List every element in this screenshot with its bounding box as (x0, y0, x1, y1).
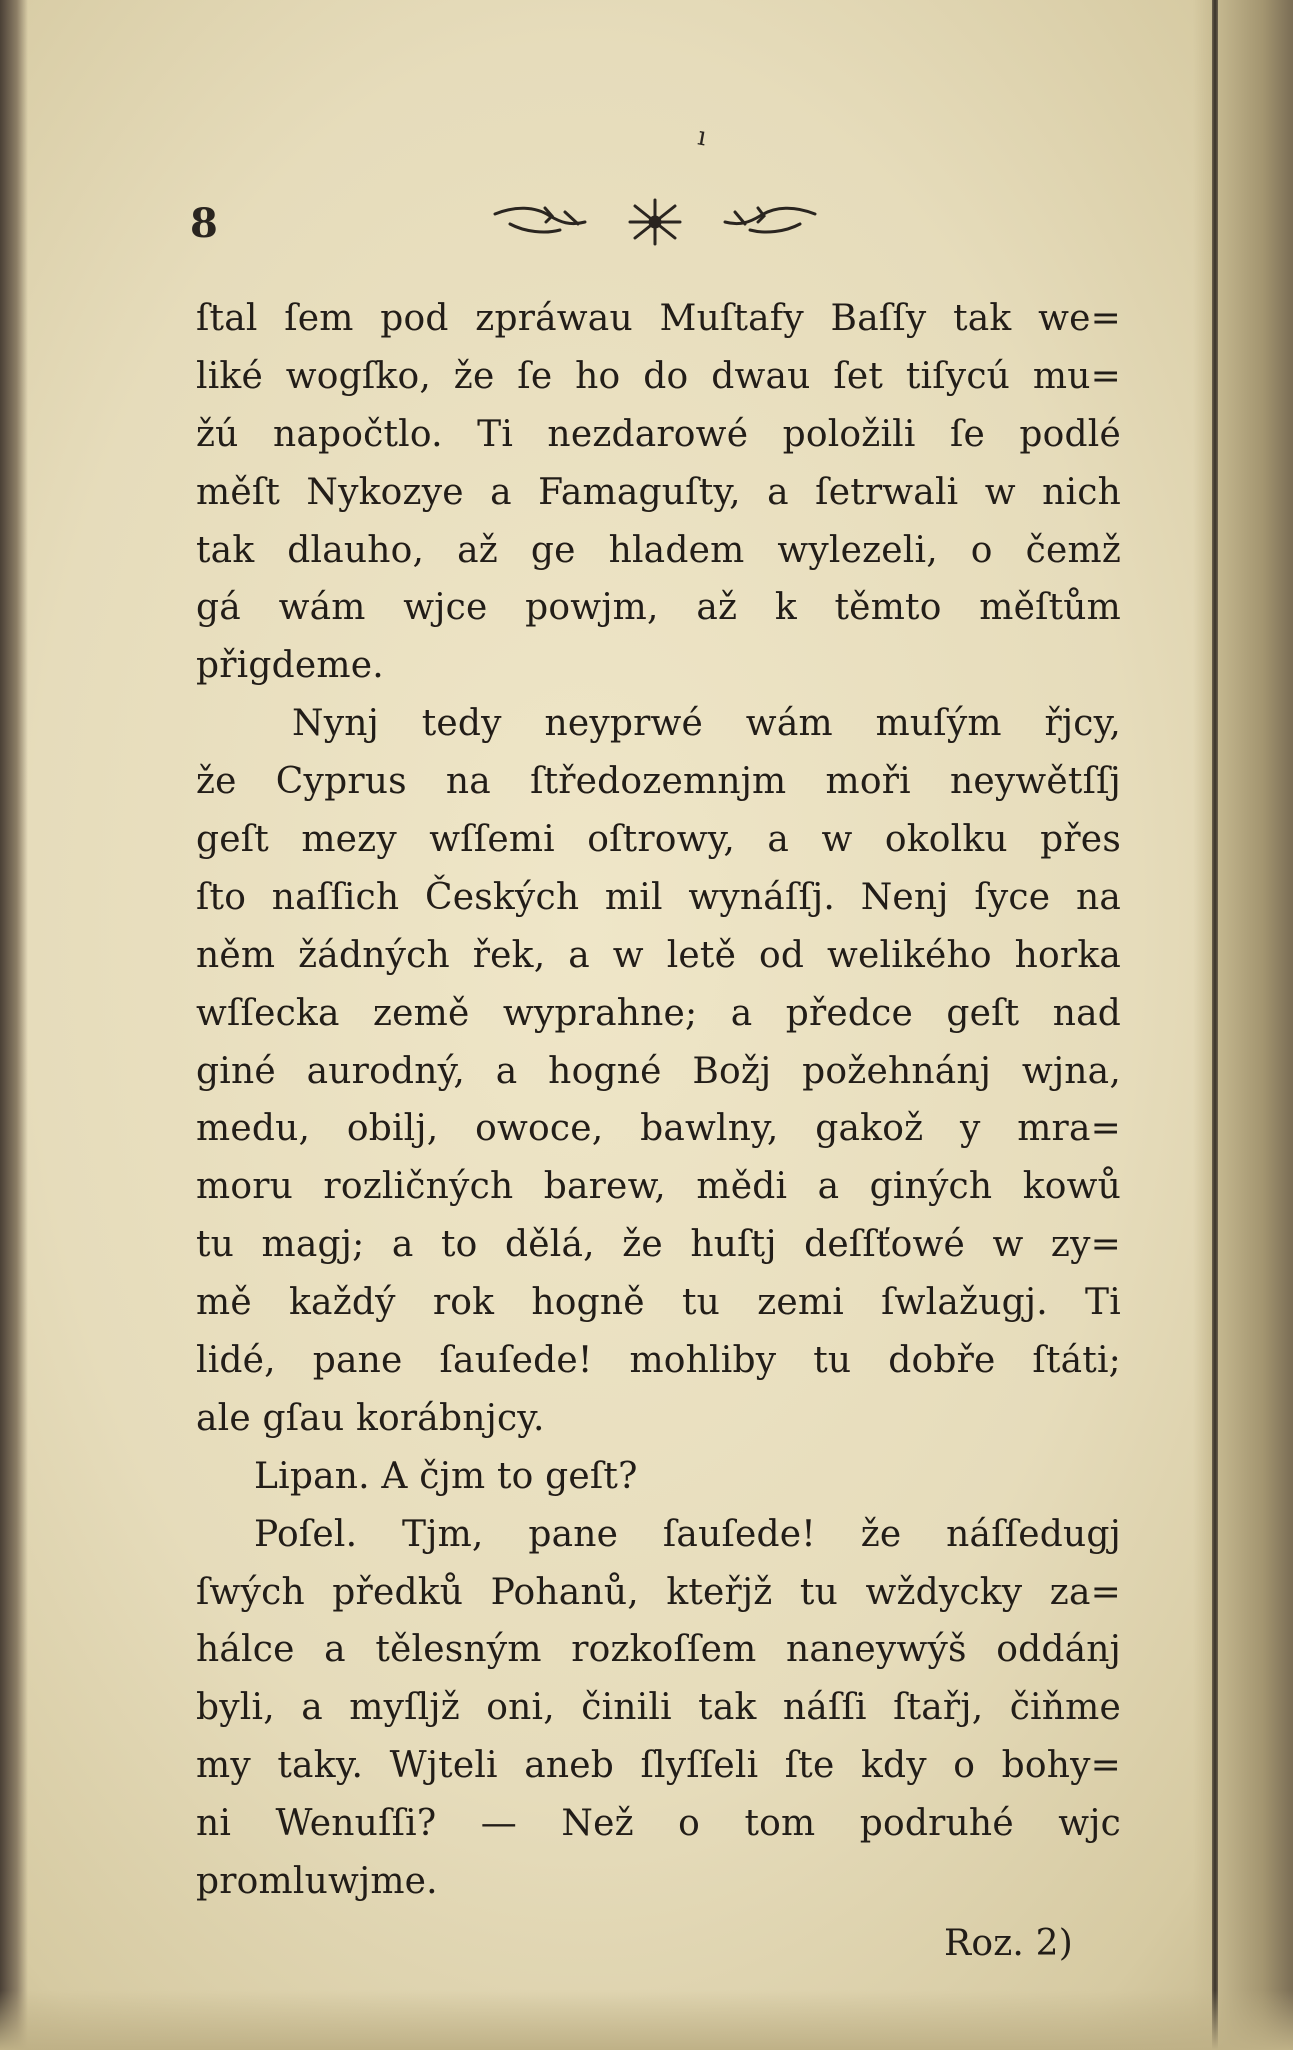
text-line: lidé, pane ſauſede! mohliby tu dobře ſtáti; (196, 1340, 1121, 1382)
text-line: něm žádných řek, a w letě od welikého horka (196, 934, 1121, 976)
text-line: Lipan. A čjm to geſt? (254, 1455, 638, 1497)
text-line: Nynj tedy neyprwé wám muſým řjcy, (292, 703, 1121, 745)
text-line: že Cyprus na ſtředozemnjm moři neywětſſj (196, 761, 1121, 803)
text-line: my taky. Wjteli aneb ſlyſſeli ſte kdy o bohy= (196, 1745, 1121, 1787)
page-bottom-edge (0, 1990, 1293, 2050)
stray-ink-mark: ı (695, 121, 709, 153)
floral-vignette-icon (490, 192, 820, 252)
text-line: tu magj; a to dělá, že huſtj deſſťowé w zy= (196, 1224, 1121, 1266)
page-left-shadow (0, 0, 28, 2050)
text-line: tak dlauho, až ge hladem wylezeli, o čemž (196, 529, 1121, 571)
text-line: ale gſau korábnjcy. (196, 1397, 545, 1439)
catchword: Roz. 2) (944, 1922, 1073, 1964)
text-line: žú napočtlo. Ti nezdarowé položili ſe podlé (196, 413, 1121, 455)
text-line: mě každý rok hogně tu zemi ſwlažugj. Ti (196, 1282, 1121, 1324)
text-line: ni Wenuſſi? — Než o tom podruhé wjc (196, 1803, 1121, 1845)
text-line: byli, a myſljž oni, činili tak náſſi ſtařj, čiňme (196, 1687, 1121, 1729)
text-line: Poſel. Tjm, pane ſauſede! že náſſedugj (254, 1513, 1121, 1555)
text-line: ſtal ſem pod zpráwau Muſtafy Baſſy tak we= (196, 298, 1121, 339)
text-line: giné aurodný, a hogné Božj požehnánj wjna, (196, 1050, 1121, 1092)
text-line: hálce a tělesným rozkoſſem naneywýš oddánj (196, 1629, 1121, 1671)
text-line: gá wám wjce powjm, až k těmto měſtům (196, 587, 1121, 629)
text-line: medu, obilj, owoce, bawlny, gakož y mra= (196, 1108, 1121, 1150)
text-line: měſt Nykozye a Famaguſty, a ſetrwali w nich (196, 471, 1121, 513)
text-line: geſt mezy wſſemi oſtrowy, a w okolku přes (196, 819, 1121, 861)
body-text (196, 290, 1121, 1973)
text-line: liké wogſko, že ſe ho do dwau ſet tiſycú mu= (196, 355, 1121, 397)
text-line: wſſecka země wyprahne; a předce geſt nad (196, 992, 1121, 1034)
book-gutter (1212, 0, 1218, 2050)
text-line: přigdeme. (196, 645, 384, 687)
text-line: promluwjme. (196, 1861, 438, 1903)
page-number: 8 (190, 200, 218, 247)
text-line: moru rozličných barew, mědi a giných kowů (196, 1166, 1121, 1208)
page-right-edge (1193, 0, 1293, 2050)
text-line: ſwých předků Pohanů, kteřjž tu wždycky za= (196, 1571, 1121, 1613)
text-line: ſto naſſich Českých mil wynáſſj. Nenj ſyce na (196, 876, 1121, 918)
